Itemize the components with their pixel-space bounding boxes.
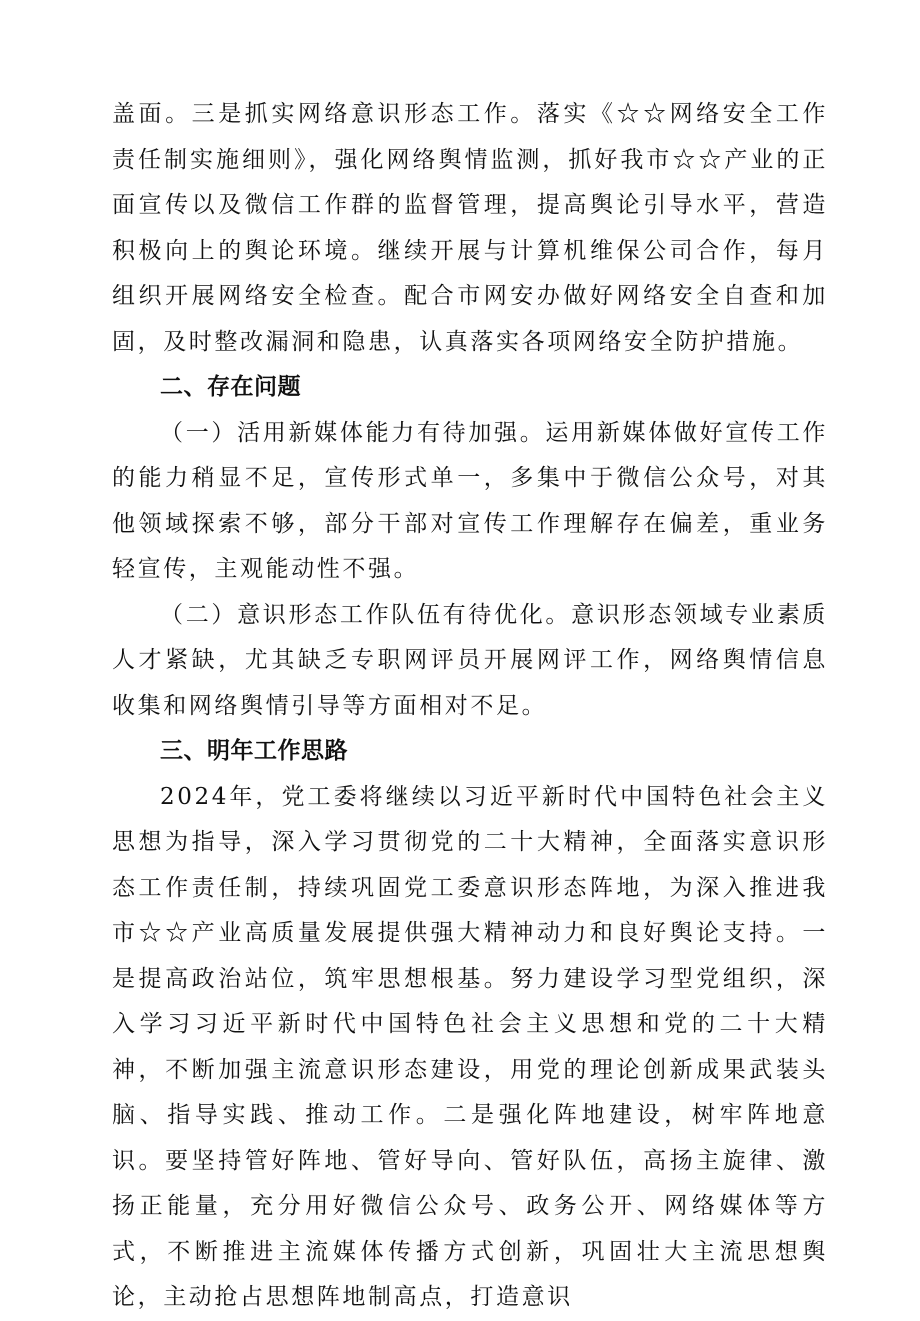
paragraph-new-media-capability: （一）活用新媒体能力有待加强。运用新媒体做好宣传工作的能力稍显不足，宣传形式单一，多集中于微信公众号，对其他领域探索不够，部分干部对宣传工作理解存在偏差，重业务轻宣传，主观能动性不强。	[112, 419, 828, 582]
paragraph-2024-plan: 2024年，党工委将继续以习近平新时代中国特色社会主义思想为指导，深入学习贯彻党的二十大精神，全面落实意识形态工作责任制，持续巩固党工委意识形态阵地，为深入推进我市☆☆产业高质量发展提供强大精神动力和良好舆论支持。一是提高政治站位，筑牢思想根基。努力建设学习型党组织，深入学习习近平新时代中国特色社会主义思想和党的二十大精神，不断加强主流意识形态建设，用党的理论创新成果武装头脑、指导实践、推动工作。二是强化阵地建设，树牢阵地意识。要坚持管好阵地、管好导向、管好队伍，高扬主旋律、激扬正能量，充分用好微信公众号、政务公开、网络媒体等方式，不断推进主流媒体传播方式创新，巩固壮大主流思想舆论，主动抢占思想阵地制高点，打造意识	[112, 783, 828, 1310]
document-body	[112, 92, 828, 1321]
section-heading-existing-problems: 二、存在问题	[160, 374, 301, 400]
paragraph-network-ideology: 盖面。三是抓实网络意识形态工作。落实《☆☆网络安全工作责任制实施细则》，强化网络舆情监测，抓好我市☆☆产业的正面宣传以及微信工作群的监督管理，提高舆论引导水平，营造积极向上的舆论环境。继续开展与计算机维保公司合作，每月组织开展网络安全检查。配合市网安办做好网络安全自查和加固，及时整改漏洞和隐患，认真落实各项网络安全防护措施。	[112, 101, 828, 355]
paragraph-ideology-team: （二）意识形态工作队伍有待优化。意识形态领域专业素质人才紧缺，尤其缺乏专职网评员开展网评工作，网络舆情信息收集和网络舆情引导等方面相对不足。	[112, 601, 828, 719]
section-heading-next-year-plan: 三、明年工作思路	[160, 738, 348, 764]
